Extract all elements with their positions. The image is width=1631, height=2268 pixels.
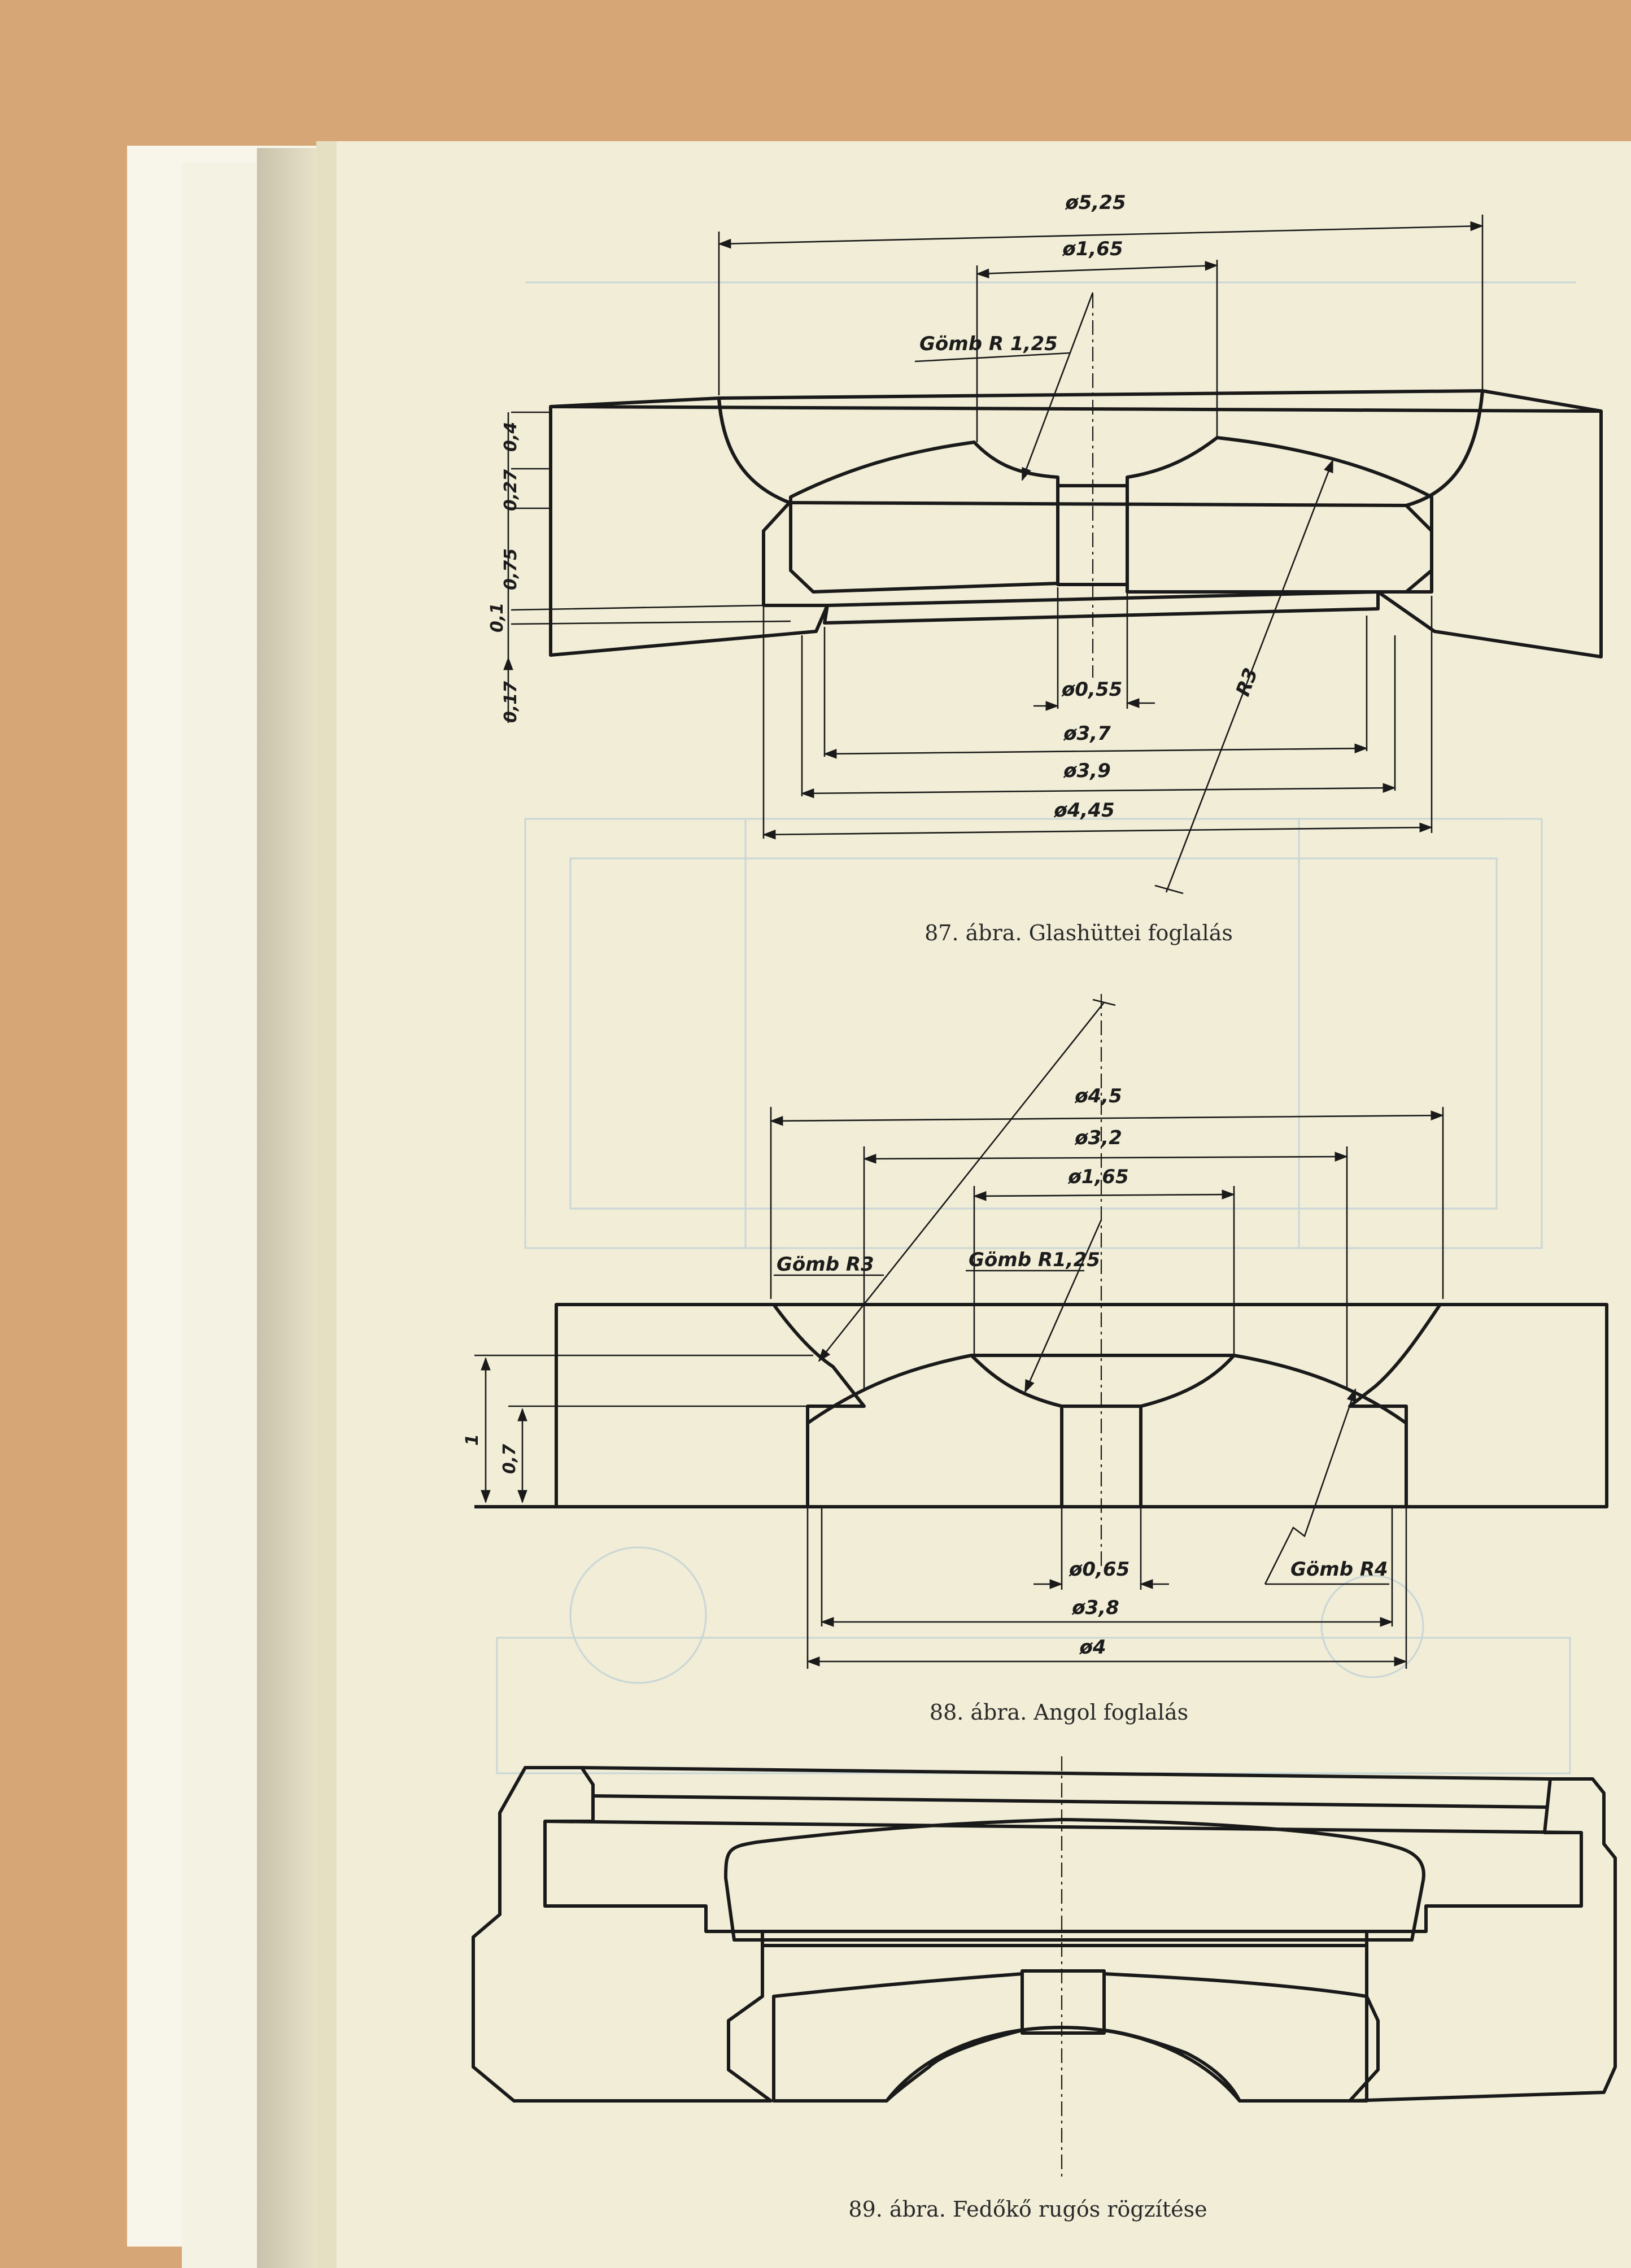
fig88-label-gomb-r4: Gömb R4 — [1290, 1558, 1388, 1581]
fig87-label-gomb: Gömb R 1,25 — [919, 333, 1058, 355]
fig87-dim-d165: ø1,65 — [1062, 238, 1123, 260]
fig87-dim-027: 0,27 — [501, 469, 521, 511]
fig88-dim-07: 0,7 — [500, 1443, 520, 1474]
fig88-dim-d165: ø1,65 — [1068, 1166, 1129, 1188]
fig87-dim-r3: R3 — [1231, 665, 1263, 700]
fig87-dim-d39: ø3,9 — [1063, 760, 1111, 782]
fig88-dim-1: 1 — [463, 1434, 482, 1446]
fig87-dim-01: 0,1 — [487, 602, 507, 633]
fig87-dim-d525: ø5,25 — [1065, 191, 1126, 214]
fig87-caption: 87. ábra. Glashüttei foglalás — [924, 921, 1233, 945]
fig88-dim-d32: ø3,2 — [1075, 1127, 1122, 1149]
fig88-dim-d45: ø4,5 — [1075, 1085, 1122, 1107]
page-edges — [257, 148, 325, 2268]
fig87-dim-017: 0,17 — [501, 681, 521, 723]
fig87-dim-d37: ø3,7 — [1063, 722, 1111, 745]
fig89-caption: 89. ábra. Fedőkő rugós rögzítése — [848, 2197, 1207, 2222]
fig87-dim-d055: ø0,55 — [1062, 678, 1123, 701]
fig87-dim-d445: ø4,45 — [1054, 799, 1115, 822]
fig88-dim-d38: ø3,8 — [1072, 1597, 1119, 1619]
fig88-label-gomb-r3: Gömb R3 — [777, 1253, 874, 1276]
fig87-dim-04: 0,4 — [501, 421, 521, 452]
fig88-caption: 88. ábra. Angol foglalás — [929, 1700, 1189, 1725]
page-gutter — [316, 141, 337, 2268]
fig88-dim-d4: ø4 — [1079, 1636, 1106, 1659]
fig87-dim-075: 0,75 — [501, 548, 521, 590]
fig88-label-gomb-r125: Gömb R1,25 — [969, 1249, 1100, 1271]
fig88-dim-d065: ø0,65 — [1069, 1558, 1130, 1581]
